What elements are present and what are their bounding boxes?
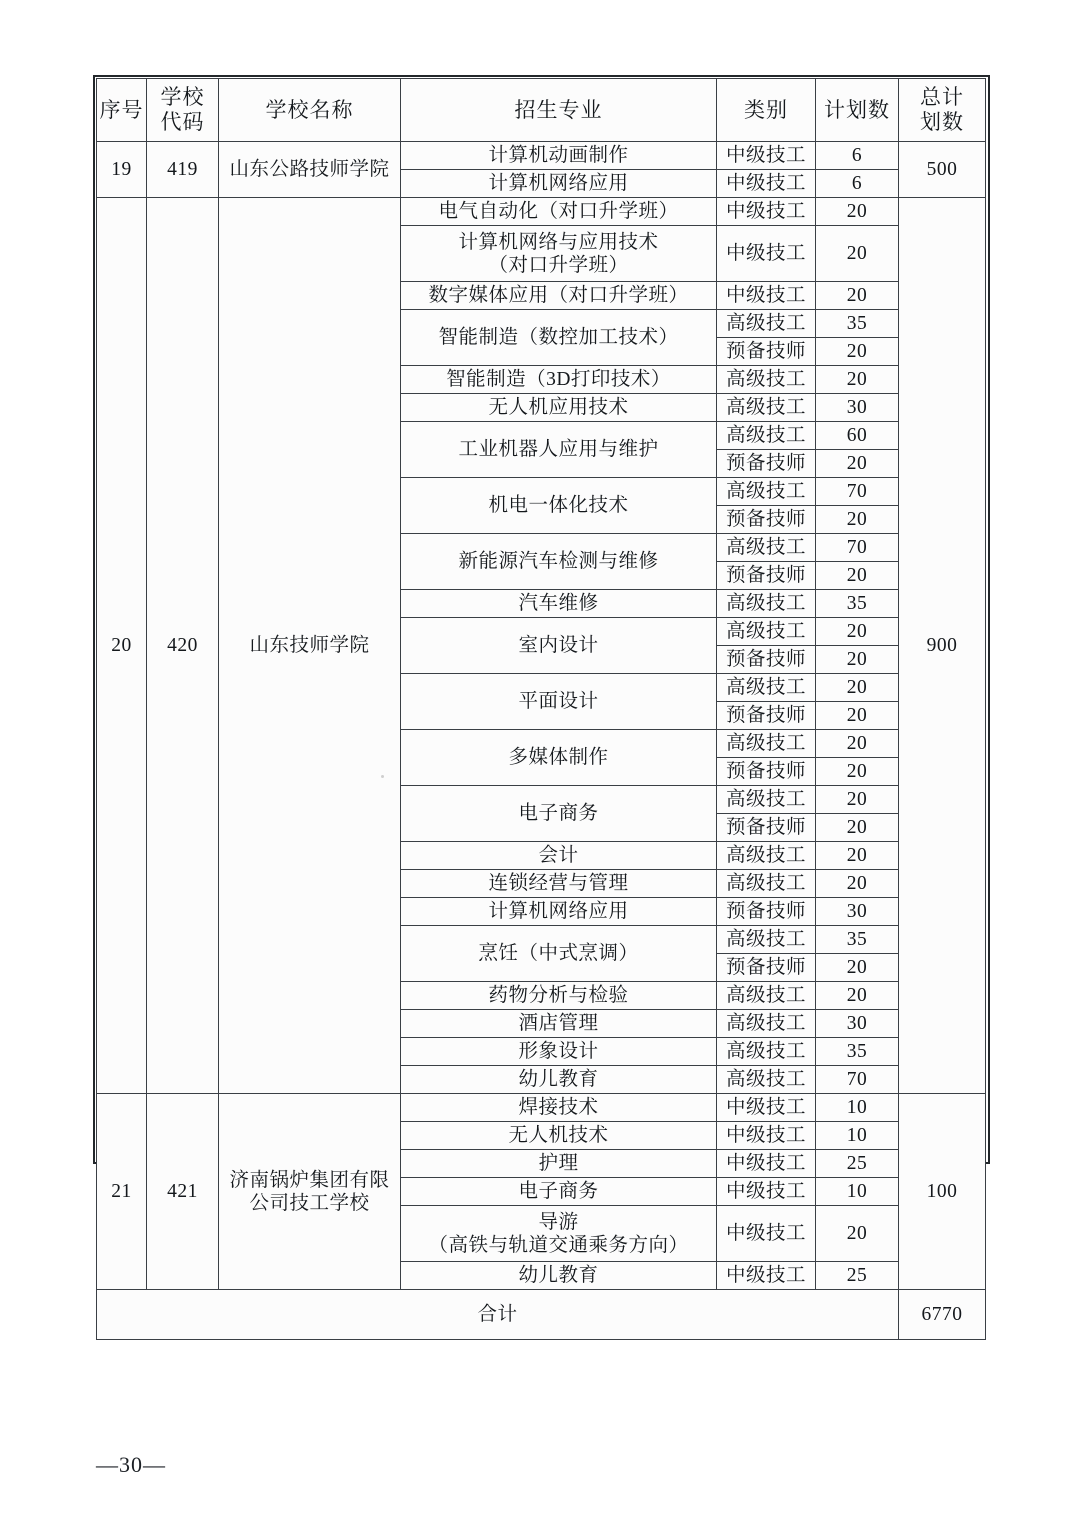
table-row — [97, 142, 986, 170]
cell-plan: 20 — [816, 366, 899, 394]
cell-category: 高级技工 — [717, 1010, 816, 1038]
cell-plan: 20 — [816, 506, 899, 534]
cell-category: 预备技师 — [717, 506, 816, 534]
cell-major: 数字媒体应用（对口升学班） — [401, 282, 717, 310]
header-total-line1: 总计 — [920, 85, 964, 110]
cell-seq: 19 — [97, 142, 147, 198]
cell-category: 预备技师 — [717, 814, 816, 842]
cell-major: 无人机技术 — [401, 1122, 717, 1150]
cell-category: 高级技工 — [717, 982, 816, 1010]
cell-plan: 10 — [816, 1122, 899, 1150]
cell-major: 机电一体化技术 — [401, 478, 717, 534]
cell-plan: 25 — [816, 1150, 899, 1178]
cell-total: 100 — [899, 1094, 986, 1290]
cell-plan: 20 — [816, 730, 899, 758]
cell-category: 预备技师 — [717, 450, 816, 478]
cell-plan: 20 — [816, 282, 899, 310]
major-line1: 计算机网络与应用技术 — [458, 231, 659, 253]
cell-plan: 6 — [816, 170, 899, 198]
cell-major: 护理 — [401, 1150, 717, 1178]
cell-major: 焊接技术 — [401, 1094, 717, 1122]
cell-category: 高级技工 — [717, 310, 816, 338]
cell-major: 计算机网络应用 — [401, 170, 717, 198]
cell-plan: 35 — [816, 590, 899, 618]
cell-category: 中级技工 — [717, 1262, 816, 1290]
cell-major: 工业机器人应用与维护 — [401, 422, 717, 478]
cell-total: 500 — [899, 142, 986, 198]
header-total-line2: 划数 — [920, 110, 964, 134]
cell-category: 中级技工 — [717, 1122, 816, 1150]
cell-plan: 20 — [816, 198, 899, 226]
cell-plan: 20 — [816, 814, 899, 842]
cell-plan: 10 — [816, 1094, 899, 1122]
cell-plan: 30 — [816, 394, 899, 422]
cell-major: 室内设计 — [401, 618, 717, 674]
cell-category: 高级技工 — [717, 926, 816, 954]
cell-plan: 20 — [816, 338, 899, 366]
cell-category: 中级技工 — [717, 142, 816, 170]
cell-major: 电子商务 — [401, 1178, 717, 1206]
major-line1: 导游 — [538, 1211, 579, 1233]
cell-plan: 6 — [816, 142, 899, 170]
cell-major: 酒店管理 — [401, 1010, 717, 1038]
cell-major: 会计 — [401, 842, 717, 870]
cell-major — [401, 226, 717, 282]
cell-category: 预备技师 — [717, 954, 816, 982]
cell-category: 预备技师 — [717, 562, 816, 590]
cell-plan: 35 — [816, 1038, 899, 1066]
cell-school-code: 421 — [147, 1094, 219, 1290]
major-line2: （对口升学班） — [488, 254, 629, 276]
cell-major: 无人机应用技术 — [401, 394, 717, 422]
cell-major: 汽车维修 — [401, 590, 717, 618]
cell-school-code: 419 — [147, 142, 219, 198]
cell-major: 智能制造（数控加工技术） — [401, 310, 717, 366]
cell-seq: 21 — [97, 1094, 147, 1290]
cell-plan: 30 — [816, 1010, 899, 1038]
scan-speck — [381, 775, 384, 778]
cell-category: 中级技工 — [717, 198, 816, 226]
cell-seq: 20 — [97, 198, 147, 1094]
cell-plan: 70 — [816, 478, 899, 506]
cell-category: 高级技工 — [717, 674, 816, 702]
cell-category: 高级技工 — [717, 618, 816, 646]
cell-category: 预备技师 — [717, 702, 816, 730]
cell-category: 高级技工 — [717, 730, 816, 758]
header-school-code-line1: 学校 — [160, 85, 205, 110]
cell-category: 高级技工 — [717, 366, 816, 394]
cell-major: 计算机动画制作 — [401, 142, 717, 170]
cell-category: 中级技工 — [717, 226, 816, 282]
summary-row — [97, 1290, 986, 1340]
cell-school-name: 山东技师学院 — [219, 198, 401, 1094]
cell-major: 幼儿教育 — [401, 1262, 717, 1290]
header-school-code — [147, 79, 219, 142]
cell-major: 幼儿教育 — [401, 1066, 717, 1094]
cell-plan: 20 — [816, 982, 899, 1010]
table-row — [97, 198, 986, 226]
page-number: —30— — [96, 1452, 166, 1477]
cell-major: 烹饪（中式烹调） — [401, 926, 717, 982]
cell-category: 中级技工 — [717, 282, 816, 310]
header-seq: 序号 — [97, 79, 147, 142]
cell-major: 智能制造（3D打印技术） — [401, 366, 717, 394]
cell-major: 连锁经营与管理 — [401, 870, 717, 898]
cell-plan: 20 — [816, 954, 899, 982]
cell-category: 中级技工 — [717, 1094, 816, 1122]
cell-major: 多媒体制作 — [401, 730, 717, 786]
cell-category: 预备技师 — [717, 338, 816, 366]
table-header-row — [97, 79, 986, 142]
cell-category: 中级技工 — [717, 1206, 816, 1262]
cell-plan: 20 — [816, 1206, 899, 1262]
cell-plan: 20 — [816, 226, 899, 282]
header-school-code-line2: 代码 — [160, 110, 205, 134]
cell-category: 中级技工 — [717, 1150, 816, 1178]
cell-major: 形象设计 — [401, 1038, 717, 1066]
header-plan: 计划数 — [816, 79, 899, 142]
cell-plan: 10 — [816, 1178, 899, 1206]
cell-school-code: 420 — [147, 198, 219, 1094]
header-category: 类别 — [717, 79, 816, 142]
summary-value: 6770 — [899, 1290, 986, 1340]
cell-plan: 20 — [816, 702, 899, 730]
school-name-line1: 济南锅炉集团有限 — [229, 1169, 390, 1191]
cell-total: 900 — [899, 198, 986, 1094]
cell-plan: 35 — [816, 310, 899, 338]
cell-category: 预备技师 — [717, 758, 816, 786]
cell-major: 新能源汽车检测与维修 — [401, 534, 717, 590]
cell-plan: 70 — [816, 1066, 899, 1094]
header-total — [899, 79, 986, 142]
cell-plan: 35 — [816, 926, 899, 954]
cell-plan: 20 — [816, 562, 899, 590]
cell-major: 计算机网络应用 — [401, 898, 717, 926]
cell-plan: 20 — [816, 646, 899, 674]
cell-category: 高级技工 — [717, 842, 816, 870]
cell-category: 预备技师 — [717, 898, 816, 926]
header-major: 招生专业 — [401, 79, 717, 142]
summary-label: 合计 — [97, 1290, 899, 1340]
cell-category: 高级技工 — [717, 786, 816, 814]
cell-plan: 20 — [816, 618, 899, 646]
cell-category: 高级技工 — [717, 394, 816, 422]
table-row — [97, 1094, 986, 1122]
cell-plan: 20 — [816, 758, 899, 786]
major-line2: （高铁与轨道交通乘务方向） — [428, 1234, 689, 1256]
cell-category: 高级技工 — [717, 534, 816, 562]
cell-plan: 20 — [816, 786, 899, 814]
cell-major: 药物分析与检验 — [401, 982, 717, 1010]
cell-major: 电子商务 — [401, 786, 717, 842]
cell-major: 电气自动化（对口升学班） — [401, 198, 717, 226]
school-name-line2: 公司技工学校 — [249, 1192, 370, 1214]
cell-major: 平面设计 — [401, 674, 717, 730]
cell-plan: 20 — [816, 870, 899, 898]
cell-category: 预备技师 — [717, 646, 816, 674]
cell-plan: 20 — [816, 450, 899, 478]
cell-plan: 60 — [816, 422, 899, 450]
cell-category: 高级技工 — [717, 1038, 816, 1066]
table-body — [97, 142, 986, 1340]
cell-category: 高级技工 — [717, 1066, 816, 1094]
cell-plan: 30 — [816, 898, 899, 926]
cell-category: 高级技工 — [717, 478, 816, 506]
cell-school-name: 山东公路技师学院 — [219, 142, 401, 198]
cell-category: 高级技工 — [717, 870, 816, 898]
cell-plan: 25 — [816, 1262, 899, 1290]
cell-school-name — [219, 1094, 401, 1290]
cell-category: 高级技工 — [717, 590, 816, 618]
cell-plan: 20 — [816, 842, 899, 870]
header-school-name: 学校名称 — [219, 79, 401, 142]
cell-plan: 70 — [816, 534, 899, 562]
cell-plan: 20 — [816, 674, 899, 702]
cell-category: 中级技工 — [717, 170, 816, 198]
cell-category: 高级技工 — [717, 422, 816, 450]
cell-major — [401, 1206, 717, 1262]
enrollment-plan-table — [96, 78, 986, 1340]
cell-category: 中级技工 — [717, 1178, 816, 1206]
